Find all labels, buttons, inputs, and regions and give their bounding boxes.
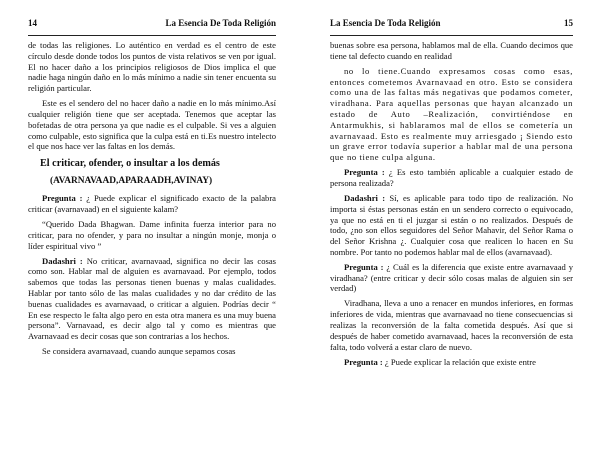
question-text: ¿ Puede explicar la relación que existe entre [382, 356, 536, 367]
question-label: Pregunta : [344, 167, 385, 178]
answer-paragraph [28, 256, 276, 342]
right-running-header [330, 15, 573, 36]
question-label: Pregunta : [344, 356, 383, 367]
right-running-title: La Esencia De Toda Religión [330, 18, 441, 28]
left-running-title: La Esencia De Toda Religión [165, 18, 276, 28]
answer-label: Dadashri : [344, 192, 386, 203]
question-text: ¿ Puede explicar el significado exacto de la palabra criticar (avarnavaad) en el siguiente kalam? [28, 193, 276, 214]
answer-paragraph [330, 193, 573, 258]
answer-label: Dadashri : [42, 255, 83, 266]
question-paragraph [330, 262, 573, 294]
paragraph: no lo tiene.Cuando expresamos cosas como esas, entonces cometemos Avarnavaad en otro. Esto se considera como una de las faltas más negativas que podamos cometer, viradhana. Para aquellas personas que hayan alcanzado un estado de Auto –Realización, convirtiéndose en Antarmukhis, si hablaramos mal de ellos se cometería un avarnavaad. Esto es realmente muy arriesgado ¡ Siendo esto un grave error todavía superior a hablar mal de una persona que no tiene culpa alguna. [330, 65, 573, 163]
question-paragraph [330, 357, 573, 368]
left-page-number: 14 [28, 18, 37, 28]
left-running-header [28, 15, 276, 36]
paragraph: Se considera avarnavaad, cuando aunque sepamos cosas [42, 346, 236, 357]
section-subheading: (AVARNAVAAD,APARAADH,AVINAY) [50, 176, 213, 187]
paragraph: Este es el sendero del no hacer daño a nadie en lo más mínimo.Así cualquier religión tiene que ser aceptada. Tenemos que aceptar las bofetadas de otra persona ya que nadie es el culpable. Si ves a alguien como culpable, esto significa que la culpa está en ti.Es nuestro intelecto el que nos hace ver las faltas en los demás. [28, 98, 276, 152]
answer-text: Sí, es aplicable para todo tipo de realización. No importa si éstas personas están en un sendero correcto o equivocado, ya que no está en ti el juzgar si están o no realizados. Después de todo, ¿no son ellos seguidores del Señor Mahavir, del Señor Rama o del Señor Krishna ¿. Cualquier cosa que realicen lo hacen en Su nombre. Por tanto no podemos hablar mal de ellos (avarnavaad). [330, 192, 573, 257]
right-page-body [330, 40, 573, 367]
right-page-number: 15 [564, 18, 573, 28]
question-label: Pregunta : [42, 193, 83, 204]
question-text: ¿ Es esto también aplicable a cualquier estado de persona realizada? [330, 167, 573, 188]
paragraph: de todas las religiones. Lo auténtico en verdad es el centro de este círculo desde donde todos los puntos de vista relativos se ven por igual. El no hacer daño a los principios religiosos de Dios implica el que nadie haga ningún daño en lo más mínimo a nadie sin tener encuenta su religión particular. [28, 40, 276, 94]
paragraph: Viradhana, lleva a uno a renacer en mundos inferiores, en formas inferiores de vida, mientras que avarnavaad no tiene consecuencias si realizas la reconversión de la falta cometida después. Así que si después de haber cometido avarnavaad, haces la reconversión de esta falta, todo volverá a estar claro de nuevo. [330, 298, 573, 352]
question-label: Pregunta : [344, 261, 384, 272]
question-paragraph [28, 193, 276, 215]
quote-paragraph: “Querido Dada Bhagwan. Dame infinita fuerza interior para no criticar, para no ofender, y para no insultar a ningún monje, monja o líder espiritual vivo ” [28, 218, 276, 251]
question-text: ¿ Cuál es la diferencia que existe entre avarnavaad y viradhana? (entre criticar y decir sólo cosas malas de alguien sin ser verdad) [330, 261, 574, 294]
question-paragraph [330, 167, 573, 189]
right-page [300, 0, 600, 453]
paragraph: buenas sobre esa persona, hablamos mal de ella. Cuando decimos que tiene tal defecto cuando en realidad [330, 40, 573, 61]
answer-text: No criticar, avarnavaad, significa no decir las cosas como son. Hablar mal de alguien es avarnavaad. Por ejemplo, todos sabemos que todas las personas tienen buenas y malas cualidades. Hablar por tanto sólo de las malas cualidades y no dar crédito de las buenas cualidades es avarnavaad, o criticar a alguien. Podrías decir “ En ese respecto le falta algo pero en esta otra manera es una muy buena persona”. Varnavaad, es decir algo tal y como es mientras que Avarnavaad es decir cosas que son contrarias a los hechos. [28, 255, 276, 342]
section-heading: El criticar, ofender, o insultar a los demás [40, 158, 220, 170]
left-page-body [28, 40, 276, 357]
